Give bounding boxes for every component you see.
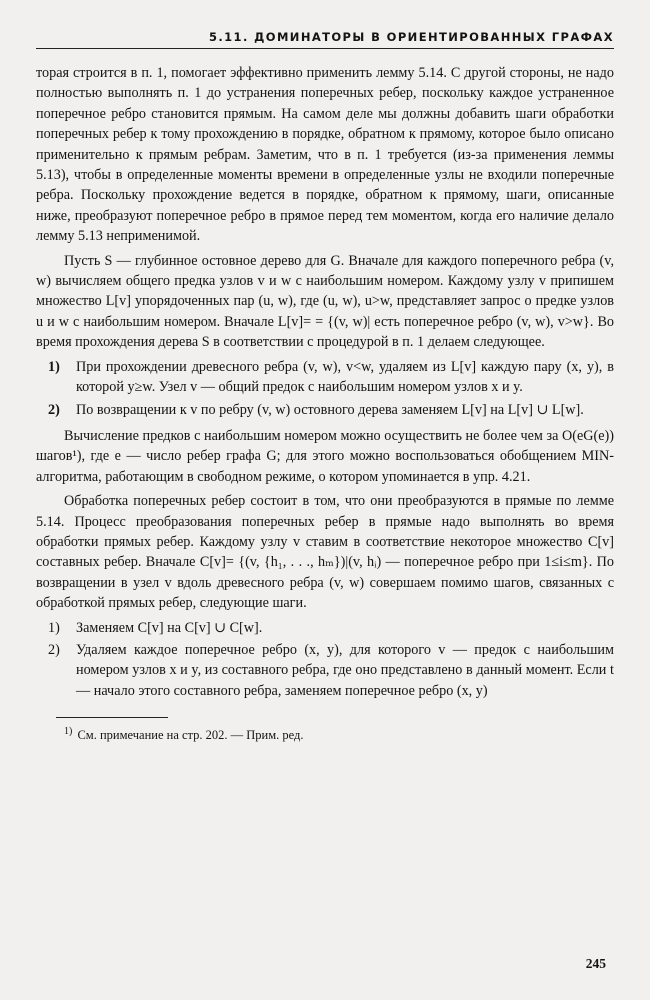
list-text: По возвращении к v по ребру (v, w) остовного дерева заменяем L[v] на L[v] ∪ L[w]. <box>76 401 584 418</box>
running-title: 5.11. ДОМИНАТОРЫ В ОРИЕНТИРОВАННЫХ ГРАФАХ <box>36 30 614 49</box>
list-number: 2) <box>48 401 60 418</box>
footnote-text: См. примечание на стр. 202. — Прим. ред. <box>77 728 304 743</box>
footnote-divider <box>56 717 168 718</box>
list-text: Заменяем C[v] на C[v] ∪ C[w]. <box>76 619 263 636</box>
step-list-a <box>36 357 614 420</box>
list-text: При прохождении древесного ребра (v, w), v<w, удаляем из L[v] каждую пару (x, y), в которой y≥w. Узел v — общий предок с наибольшим номером узлов x и y. <box>76 358 614 396</box>
page-number: 245 <box>585 956 606 971</box>
list-text: Удаляем каждое поперечное ребро (x, y), для которого v — предок с наибольшим номером узлов x и y, из составного ребра, где оно представлено в данный момент. Если t — начало этого составного ребра, заменяем поперечное ребро (x, y) <box>76 641 614 699</box>
paragraph-2: Пусть S — глубинное остовное дерево для G. Вначале для каждого поперечного ребра (v, w) вычисляем общего предка узлов v и w с наибольшим номером. Каждому узлу v припишем множество L[v] упорядоченных пар (u, w), где (u, w), u>w, представляет запрос о предке узлов u и w с наибольшим номером. Вначале L[v]= = {(v, w)| есть поперечное ребро (v, w), v>w}. Во время прохождения дерева S в соответствии с процедурой в п. 1 делаем следующее. <box>36 252 614 351</box>
book-page <box>36 30 614 980</box>
paragraph-3: Вычисление предков с наибольшим номером можно осуществить не более чем за O(eG(e)) шагов¹), где e — число ребер графа G; для этого можно воспользоваться обобщением MIN-алгоритма, работающим в свободном режиме, о котором упоминается в упр. 4.21. <box>36 427 614 485</box>
list-item <box>48 618 614 638</box>
list-number: 1) <box>48 619 60 636</box>
footnote-mark: 1) <box>64 726 73 738</box>
list-item <box>48 357 614 398</box>
list-number: 1) <box>48 358 60 375</box>
step-list-b <box>36 618 614 702</box>
paragraph-1: торая строится в п. 1, помогает эффективно применить лемму 5.14. С другой стороны, не надо полностью выполнять п. 1 до устранения поперечных ребер, поскольку каждое устраненное поперечное ребро становится прямым. На самом деле мы должны добавить шаги обработки поперечных ребер к тому прохождению в порядке, обратном к прямому, которое было описано применительно к прямым ребрам. Заметим, что в п. 1 требуется (из-за применения леммы 5.13), чтобы в определенные моменты времени в определенные узлы не входили поперечные ребра. Поскольку прохождение ведется в порядке, обратном к прямому, шаги, описанные ниже, преобразуют поперечное ребро в прямое перед тем моментом, когда его наличие делало лемму 5.13 неприменимой. <box>36 65 614 245</box>
list-item <box>48 400 614 420</box>
list-item <box>48 640 614 701</box>
paragraph-4: Обработка поперечных ребер состоит в том, что они преобразуются в прямые по лемме 5.14. Процесс преобразования поперечных ребер в прямые надо выполнять во время обработки прямых ребер. Каждому узлу v ставим в соответствие некоторое множество C[v] составных ребер. Вначале C[v]= {(v, {h₁, . . ., hₘ})|(v, hᵢ) — поперечное ребро при 1≤i≤m}. По возвращении в узел v вдоль древесного ребра (v, w) совершаем помимо шагов, связанных с обработкой прямых ребер, следующие шаги. <box>36 493 614 612</box>
list-number: 2) <box>48 641 60 658</box>
main-text <box>36 63 614 701</box>
footnote <box>36 726 614 743</box>
